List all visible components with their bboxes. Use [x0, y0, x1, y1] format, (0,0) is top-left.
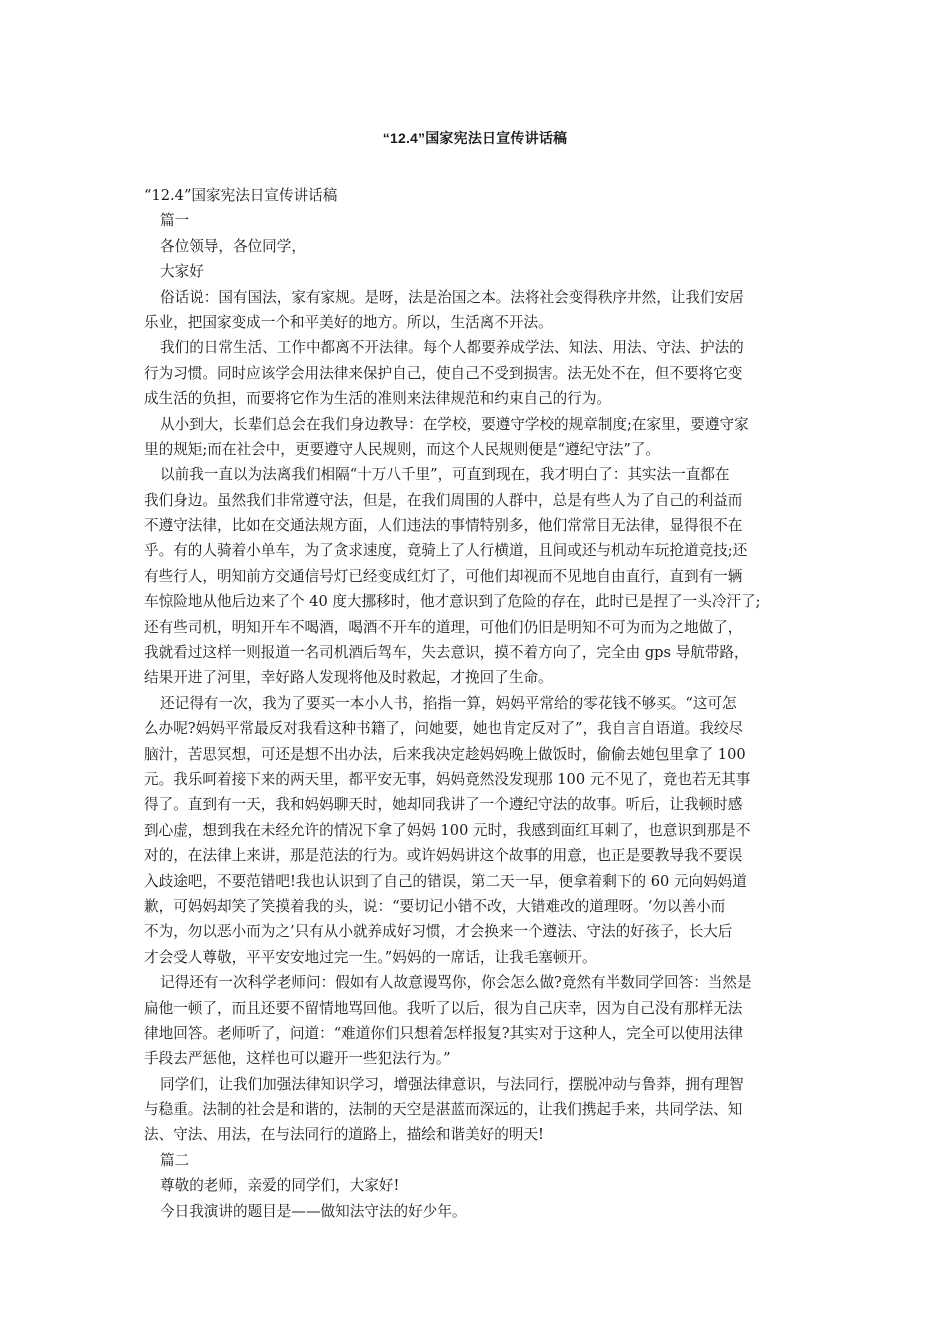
body-line: 手段去严惩他，这样也可以避开一些犯法行为。” — [144, 1050, 451, 1068]
body-line: 我们身边。虽然我们非常遵守法，但是，在我们周围的人群中，总是有些人为了自己的利益而 — [144, 491, 743, 509]
body-line: 我们的日常生活、工作中都离不开法律。每个人都要养成学法、知法、用法、守法、护法的 — [160, 339, 744, 357]
body-line: 与稳重。法制的社会是和谐的，法制的天空是湛蓝而深远的，让我们携起手来，共同学法、知 — [144, 1101, 743, 1119]
body-line: 我就看过这样一则报道一名司机酒后驾车，失去意识，摸不着方向了，完全由 gps 导航带路， — [144, 644, 749, 662]
body-line: 以前我一直以为法离我们相隔“十万八千里”，可直到现在，我才明白了：其实法一直都在 — [160, 466, 730, 484]
body-line: 尊敬的老师，亲爱的同学们，大家好! — [160, 1177, 400, 1195]
body-line: 乐业，把国家变成一个和平美好的地方。所以，生活离不开法。 — [144, 313, 553, 331]
body-line: 歉，可妈妈却笑了笑摸着我的头，说：“要切记小错不改，大错难改的道理呀。‘勿以善小而 — [144, 897, 726, 915]
body-line: 到心虚，想到我在未经允许的情况下拿了妈妈 100 元时，我感到面红耳刺了，也意识到那是不 — [144, 821, 751, 839]
body-line: 法、守法、用法，在与法同行的道路上，描绘和谐美好的明天! — [144, 1126, 544, 1144]
body-line: 大家好 — [160, 263, 204, 281]
body-line: 对的，在法律上来讲，那是范法的行为。或许妈妈讲这个故事的用意，也正是要教导我不要误 — [144, 847, 743, 865]
body-line: 篇二 — [160, 1151, 190, 1169]
body-line: “12.4”国家宪法日宣传讲话稿 — [144, 187, 338, 204]
body-line: 有些行人，明知前方交通信号灯已经变成红灯了，可他们却视而不见地自由直行，直到有一辆 — [144, 567, 743, 585]
body-line: 才会受人尊敬，平平安安地过完一生。”妈妈的一席话，让我毛塞顿开。 — [144, 948, 597, 966]
body-line: 里的规矩;而在社会中，更要遵守人民规则，而这个人民规则便是“遵纪守法”了。 — [144, 440, 661, 458]
body-line: 从小到大，长辈们总会在我们身边教导：在学校，要遵守学校的规章制度;在家里，要遵守家 — [160, 415, 749, 433]
document-title: “12.4”国家宪法日宣传讲话稿 — [382, 130, 568, 146]
body-line: 得了。直到有一天，我和妈妈聊天时，她却同我讲了一个遵纪守法的故事。听后，让我顿时感 — [144, 796, 743, 814]
body-line: 各位领导，各位同学， — [160, 237, 306, 255]
body-line: 篇一 — [160, 212, 190, 230]
body-line: 不遵守法律，比如在交通法规方面，人们违法的事情特别多，他们常常目无法律，显得很不在 — [144, 517, 743, 535]
body-line: 结果开进了河里，幸好路人发现将他及时救起，才挽回了生命。 — [144, 669, 553, 687]
body-line: 同学们，让我们加强法律知识学习，增强法律意识，与法同行，摆脱冲动与鲁莽，拥有理智 — [160, 1075, 744, 1093]
body-line: 车惊险地从他后边来了个 40 度大挪移时，他才意识到了危险的存在，此时已是捏了一头冷汗了; — [144, 593, 761, 611]
body-line: 律地回答。老师听了，问道：“难道你们只想着怎样报复?其实对于这种人，完全可以使用法律 — [144, 1024, 744, 1042]
body-line: 俗话说：国有国法，家有家规。是呀，法是治国之本。法将社会变得秩序井然，让我们安居 — [160, 288, 744, 306]
body-line: 不为，勿以恶小而为之’只有从小就养成好习惯，才会换来一个遵法、守法的好孩子，长大后 — [144, 923, 733, 941]
body-line: 今日我演讲的题目是——做知法守法的好少年。 — [160, 1202, 467, 1220]
body-line: 还有些司机，明知开车不喝酒，喝酒不开车的道理，可他们仍旧是明知不可为而为之地做了， — [144, 618, 743, 636]
body-line: 么办呢?妈妈平常最反对我看这种书籍了，问她要，她也肯定反对了”，我自言自语道。我绞尽 — [144, 720, 744, 738]
body-line: 记得还有一次科学老师问：假如有人故意谩骂你，你会怎么做?竟然有半数同学回答：当然是 — [160, 974, 752, 992]
body-line: 成生活的负担，而要将它作为生活的准则来法律规范和约束自己的行为。 — [144, 390, 612, 408]
body-line: 行为习惯。同时应该学会用法律来保护自己，使自己不受到损害。法无处不在，但不要将它变 — [144, 364, 743, 382]
body-line: 扁他一顿了，而且还要不留情地骂回他。我听了以后，很为自己庆幸，因为自己没有那样无法 — [144, 999, 743, 1017]
body-line: 还记得有一次，我为了要买一本小人书，掐指一算，妈妈平常给的零花钱不够买。“这可怎 — [160, 694, 737, 712]
body-line: 元。我乐呵着接下来的两天里，都平安无事，妈妈竟然没发现那 100 元不见了，竟也若无其事 — [144, 770, 751, 788]
body-line: 入歧途吧，不要范错吧!我也认识到了自己的错误，第二天一早，便拿着剩下的 60 元向妈妈道 — [144, 872, 747, 890]
body-line: 乎。有的人骑着小单车，为了贪求速度，竟骑上了人行横道，且间或还与机动车玩抢道竞技;还 — [144, 542, 748, 560]
document-body — [144, 183, 814, 1224]
body-line: 脑汁，苦思冥想，可还是想不出办法，后来我决定趁妈妈晚上做饭时，偷偷去她包里拿了 100 — [144, 745, 746, 763]
